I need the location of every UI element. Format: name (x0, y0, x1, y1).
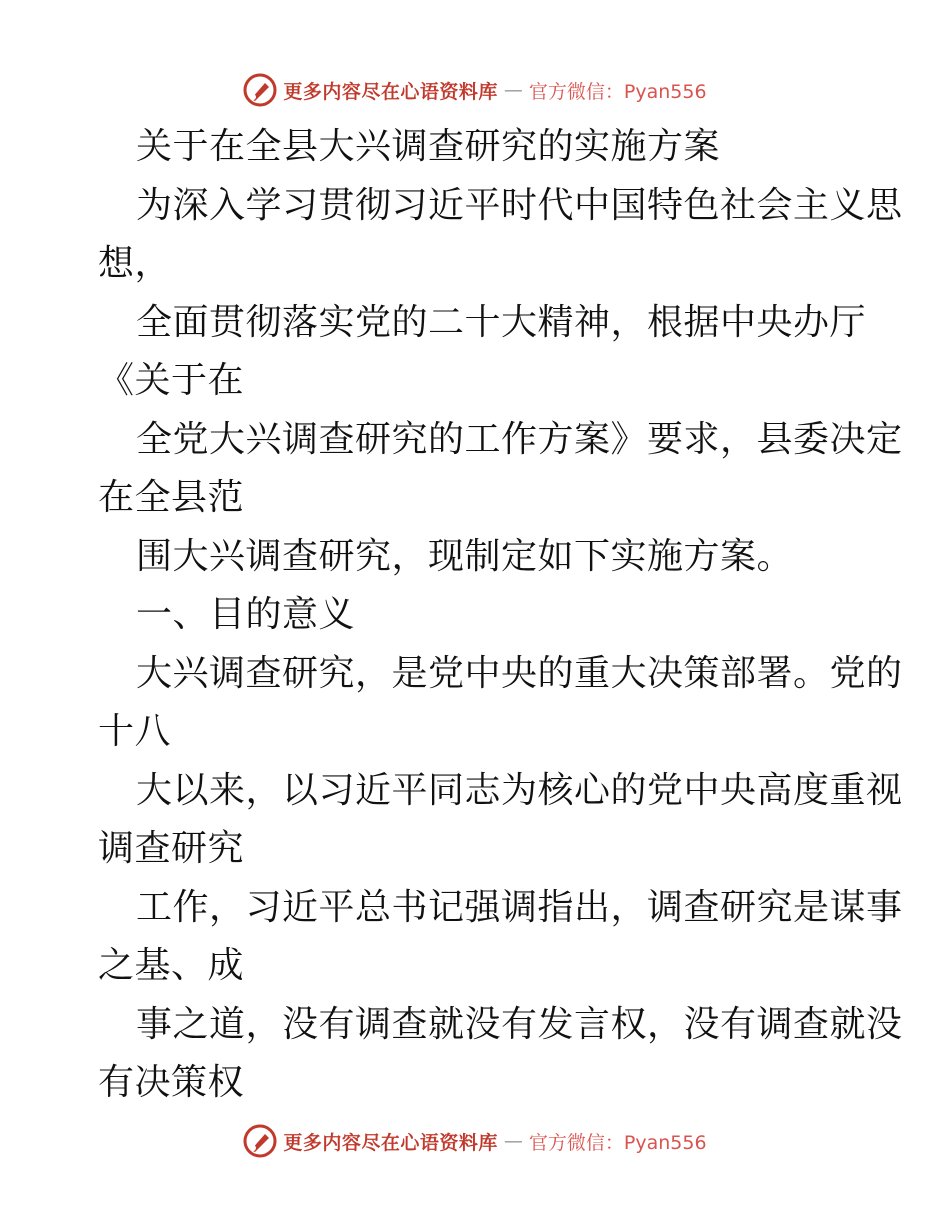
document-title: 关于在全县大兴调查研究的实施方案 (136, 126, 721, 167)
paragraph-line: 大以来，以习近平同志为核心的党中央高度重视 (136, 769, 903, 811)
pen-logo-icon (243, 1124, 277, 1158)
paragraph-line: 之基、成 (98, 945, 245, 986)
paragraph-line: 为深入学习贯彻习近平时代中国特色社会主义思 (136, 184, 903, 226)
banner-wechat: 官方微信：Pyan556 (528, 1131, 707, 1154)
paragraph-line: 事之道，没有调查就没有发言权，没有调查就没 (136, 1003, 903, 1045)
banner-text: 更多内容尽在心语资料库 (283, 1131, 498, 1154)
banner-separator: — (503, 1130, 523, 1152)
document-body (98, 118, 903, 1113)
paragraph-line: 大兴调查研究，是党中央的重大决策部署。党的 (136, 652, 903, 694)
paragraph-line: 调查研究 (98, 828, 245, 869)
section-heading: 一、目的意义 (136, 594, 356, 635)
banner-wechat: 官方微信：Pyan556 (528, 80, 707, 103)
paragraph-line: 全面贯彻落实党的二十大精神，根据中央办厅 (136, 301, 867, 343)
paragraph-line: 十八 (98, 711, 172, 752)
header-watermark-banner (0, 70, 950, 110)
paragraph-line: 想， (98, 243, 172, 284)
paragraph-line: 围大兴调查研究，现制定如下实施方案。 (136, 535, 794, 577)
banner-separator: — (503, 79, 523, 101)
pen-logo-icon (243, 73, 277, 107)
paragraph-line: 工作，习近平总书记强调指出，调查研究是谋事 (136, 886, 903, 928)
paragraph-line: 有决策权 (98, 1062, 245, 1103)
paragraph-line: 全党大兴调查研究的工作方案》要求，县委决定 (136, 418, 903, 460)
footer-watermark-banner (0, 1121, 950, 1161)
paragraph-line: 在全县范 (98, 477, 245, 518)
paragraph-line: 《关于在 (98, 360, 245, 401)
banner-text: 更多内容尽在心语资料库 (283, 80, 498, 103)
